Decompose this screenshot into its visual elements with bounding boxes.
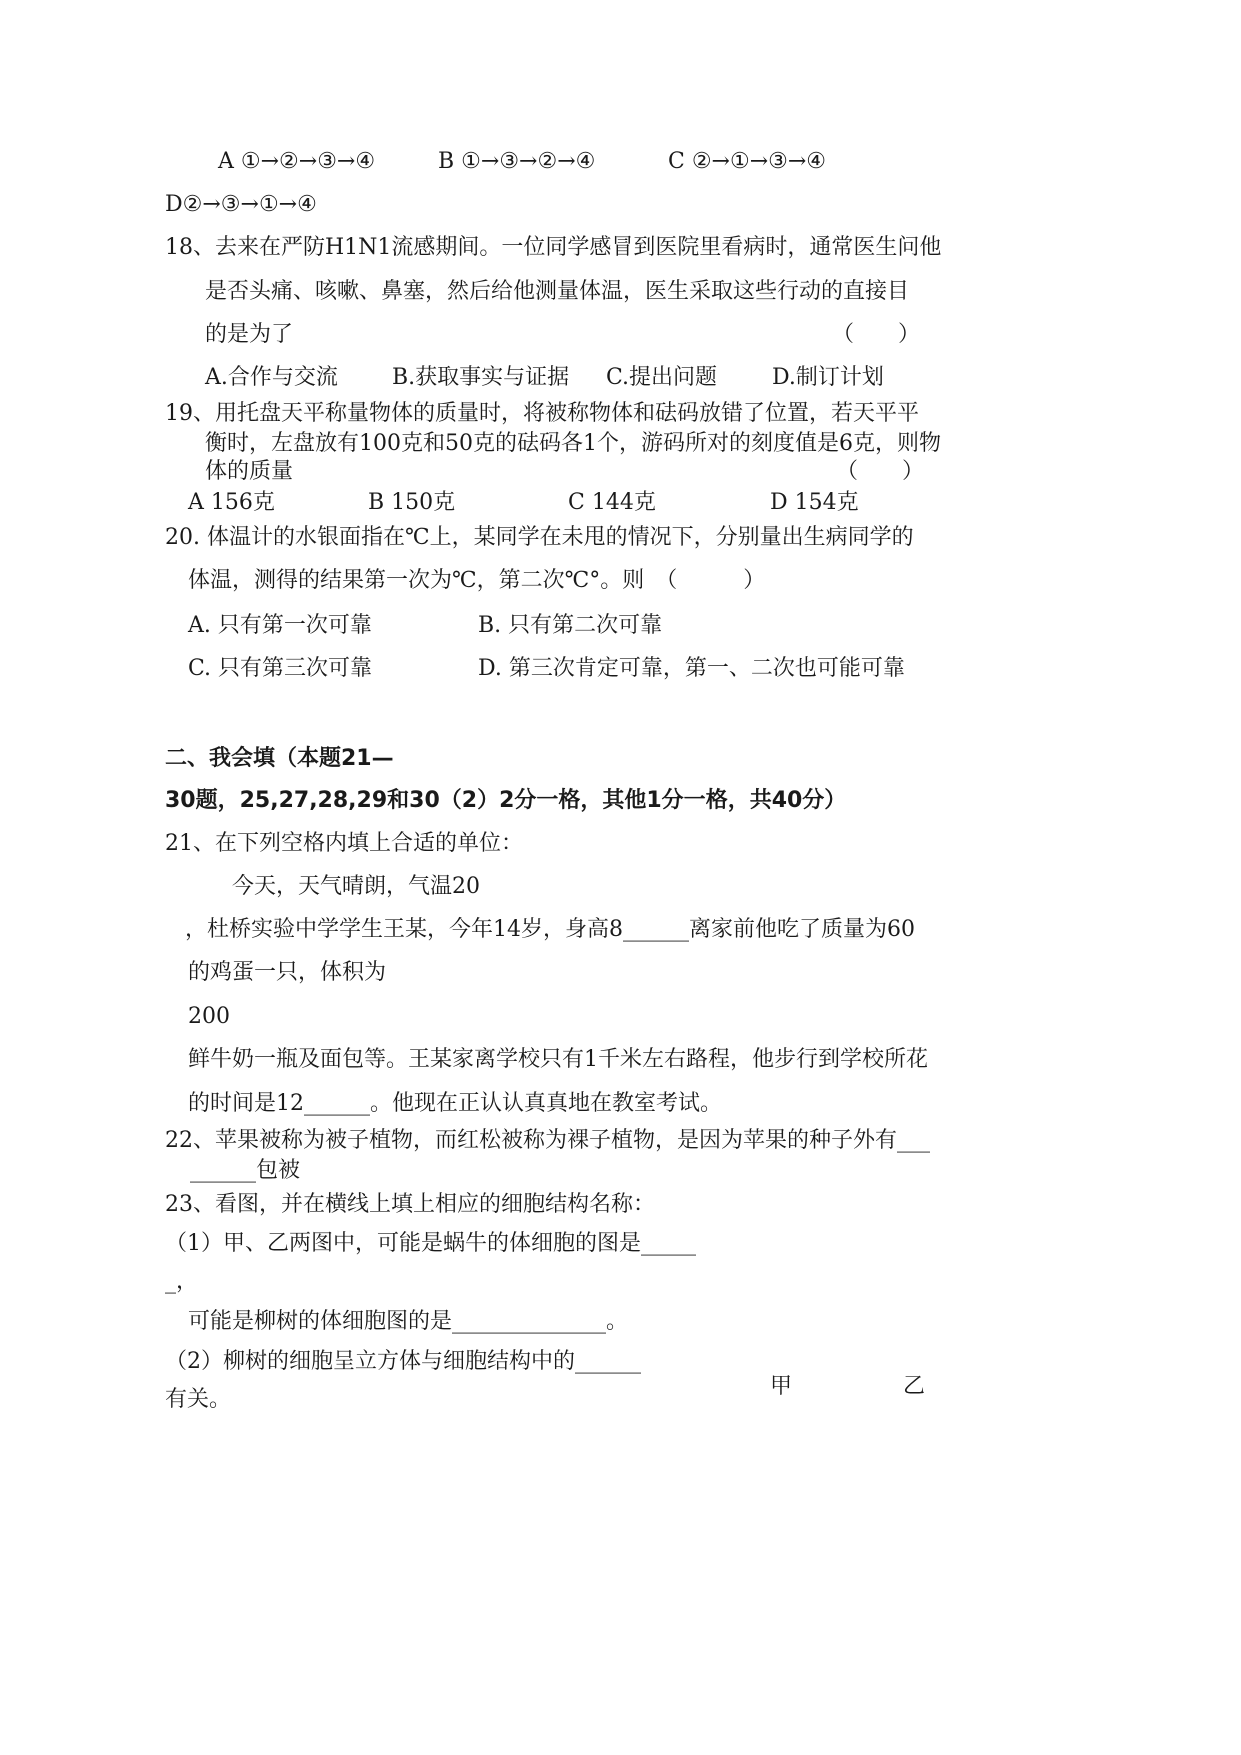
q17-option-c: C ②→①→③→④ [668,149,827,174]
q21-line1: 21、在下列空格内填上合适的单位： [165,831,523,856]
q23-line4: 可能是柳树的体细胞图的是______________。 [188,1309,629,1334]
q21-line6: 鲜牛奶一瓶及面包等。王某家离学校只有1千米左右路程，他步行到学校所花 [188,1047,928,1072]
q19-answer-paren: （ ） [836,459,925,484]
q19-option-d: D 154克 [770,490,859,515]
q17-option-a: A ①→②→③→④ [218,149,376,174]
q18-option-c: C.提出问题 [606,365,718,390]
q23-line5: （2）柳树的细胞呈立方体与细胞结构中的______ [165,1349,641,1374]
q18-option-d: D.制订计划 [772,365,884,390]
q20-option-d: D. 第三次肯定可靠，第一、二次也可能可靠 [478,656,905,681]
figure-label-yi: 乙 [903,1374,926,1399]
q21-line7: 的时间是12______。他现在正认认真真地在教室考试。 [188,1091,722,1116]
figure-label-jia: 甲 [770,1374,793,1399]
section2-heading-line1: 二、我会填（本题21— [165,746,394,771]
q19-stem-line1: 19、用托盘天平称量物体的质量时，将被称物体和砝码放错了位置，若天平平 [165,401,919,426]
q23-line1: 23、看图，并在横线上填上相应的细胞结构名称： [165,1192,655,1217]
q19-stem-line3: 体的质量 [205,459,294,484]
q22-line2: ______包被 [190,1158,301,1183]
q21-line2: 今天，天气晴朗，气温20 [232,874,480,899]
q18-option-a: A.合作与交流 [205,365,338,390]
q20-option-c: C. 只有第三次可靠 [188,656,373,681]
q21-line5: 200 [188,1004,230,1029]
q20-option-b: B. 只有第二次可靠 [478,613,663,638]
q18-stem-line1: 18、去来在严防H1N1流感期间。一位同学感冒到医院里看病时，通常医生问他 [165,235,942,260]
section2-heading-line2: 30题，25,27,28,29和30（2）2分一格，其他1分一格，共40分） [165,788,847,813]
q18-answer-paren: （ ） [832,322,921,347]
q20-option-a: A. 只有第一次可靠 [188,613,372,638]
q20-stem-line2: 体温，测得的结果第一次为℃，第二次℃°。则 （ ） [188,568,766,593]
q19-stem-line2: 衡时，左盘放有100克和50克的砝码各1个，游码所对的刻度值是6克，则物 [205,431,941,456]
q23-line6: 有关。 [165,1387,232,1412]
q17-option-d: D②→③→①→④ [165,192,317,217]
q18-stem-line2: 是否头痛、咳嗽、鼻塞，然后给他测量体温，医生采取这些行动的直接目 [205,279,910,304]
q20-stem-line1: 20. 体温计的水银面指在℃上，某同学在未甩的情况下，分别量出生病同学的 [165,525,914,550]
q19-option-b: B 150克 [368,490,456,515]
q19-option-a: A 156克 [188,490,275,515]
q23-line3: _， [165,1269,199,1294]
q21-line4: 的鸡蛋一只，体积为 [188,960,387,985]
q17-option-b: B ①→③→②→④ [438,149,596,174]
q18-option-b: B.获取事实与证据 [392,365,570,390]
q23-line2: （1）甲、乙两图中，可能是蜗牛的体细胞的图是_____ [165,1231,696,1256]
q18-stem-line3: 的是为了 [205,322,294,347]
q22-line1: 22、苹果被称为被子植物，而红松被称为裸子植物，是因为苹果的种子外有___ [165,1128,930,1153]
q19-option-c: C 144克 [568,490,656,515]
q21-line3: ，杜桥实验中学学生王某，今年14岁，身高8______离家前他吃了质量为60 [185,917,915,942]
